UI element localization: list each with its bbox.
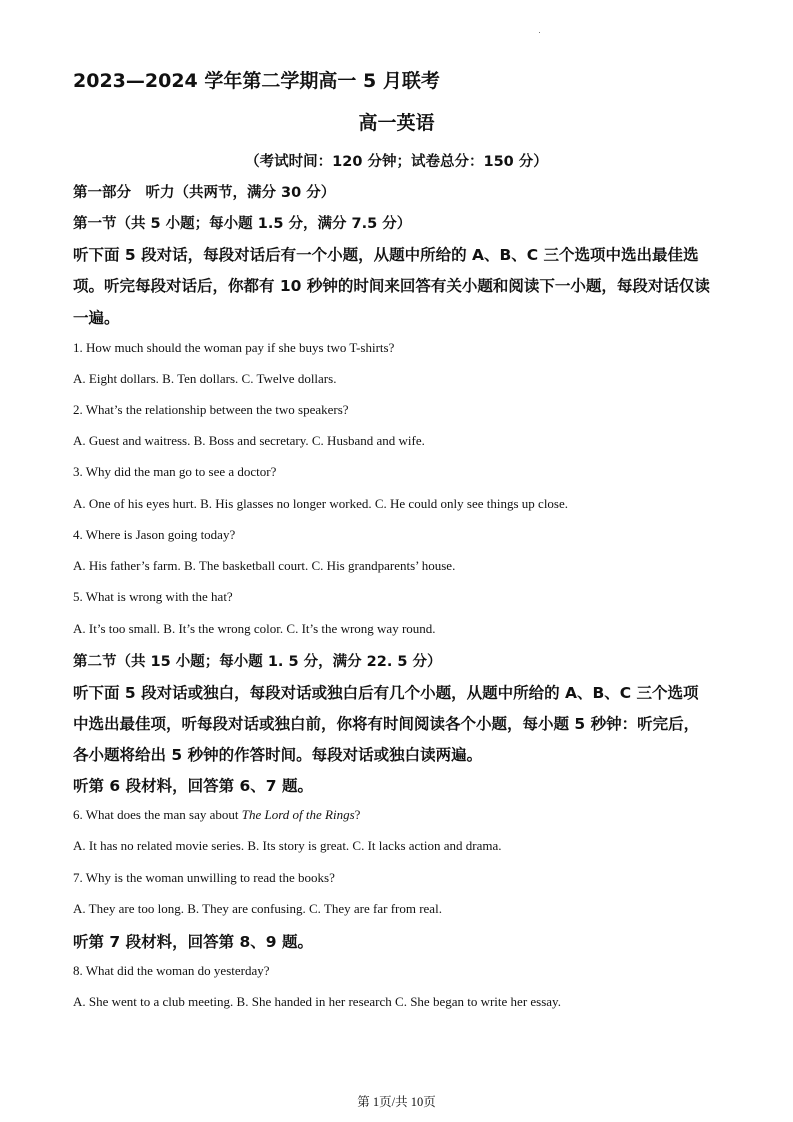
question-5-options: A. It’s too small. B. It’s the wrong color. C. It’s the wrong way round. <box>73 621 436 636</box>
material-7-heading: 听第 7 段材料，回答第 8、9 题。 <box>73 933 313 951</box>
section1-instruction-line: 项。听完每段对话后，你都有 10 秒钟的时间来回答有关小题和阅读下一小题，每段对话仅读 <box>73 277 710 295</box>
subject-title: 高一英语 <box>358 112 435 134</box>
book-title: The Lord of the Rings <box>241 807 355 822</box>
question-3-options: A. One of his eyes hurt. B. His glasses no longer worked. C. He could only see things up close. <box>73 496 569 511</box>
part1-heading: 第一部分 听力（共两节，满分 30 分） <box>73 185 336 201</box>
section2-instruction-line: 听下面 5 段对话或独白，每段对话或独白后有几个小题，从题中所给的 A、B、C 三个选项 <box>73 684 699 702</box>
question-2-options: A. Guest and waitress. B. Boss and secretary. C. Husband and wife. <box>73 433 425 448</box>
section1-heading: 第一节（共 5 小题；每小题 1.5 分，满分 7.5 分） <box>73 216 412 232</box>
question-5: 5. What is wrong with the hat? <box>73 589 233 604</box>
question-7: 7. Why is the woman unwilling to read the books? <box>73 870 335 885</box>
page-number: 第 1页/共 10页 <box>357 1095 436 1109</box>
question-4: 4. Where is Jason going today? <box>73 527 236 542</box>
question-2: 2. What’s the relationship between the two speakers? <box>73 402 349 417</box>
question-6-options: A. It has no related movie series. B. Its story is great. C. It lacks action and drama. <box>73 838 502 853</box>
scan-mark <box>539 32 540 33</box>
question-7-options: A. They are too long. B. They are confusing. C. They are far from real. <box>73 901 442 916</box>
section1-instruction-line: 听下面 5 段对话，每段对话后有一个小题，从题中所给的 A、B、C 三个选项中选出最佳选 <box>73 246 699 264</box>
question-6-prefix: 6. What does the man say about <box>73 807 242 822</box>
section1-instruction-line: 一遍。 <box>73 309 120 327</box>
exam-info: （考试时间：120 分钟；试卷总分：150 分） <box>245 154 548 170</box>
exam-title: 2023—2024 学年第二学期高一 5 月联考 <box>73 70 440 92</box>
question-1-options: A. Eight dollars. B. Ten dollars. C. Twelve dollars. <box>73 371 337 386</box>
question-6 <box>73 807 360 823</box>
section2-heading: 第二节（共 15 小题；每小题 1. 5 分，满分 22. 5 分） <box>73 654 442 670</box>
material-6-heading: 听第 6 段材料，回答第 6、7 题。 <box>73 777 313 795</box>
section2-instruction-line: 各小题将给出 5 秒钟的作答时间。每段对话或独白读两遍。 <box>73 746 483 764</box>
question-8: 8. What did the woman do yesterday? <box>73 963 270 978</box>
question-6-suffix: ? <box>354 807 361 822</box>
question-3: 3. Why did the man go to see a doctor? <box>73 464 277 479</box>
question-1: 1. How much should the woman pay if she buys two T-shirts? <box>73 340 395 355</box>
question-4-options: A. His father’s farm. B. The basketball court. C. His grandparents’ house. <box>73 558 456 573</box>
question-8-options: A. She went to a club meeting. B. She handed in her research C. She began to write her essay. <box>73 994 561 1009</box>
section2-instruction-line: 中选出最佳项，听每段对话或独白前，你将有时间阅读各个小题，每小题 5 秒钟：听完后， <box>73 715 700 733</box>
